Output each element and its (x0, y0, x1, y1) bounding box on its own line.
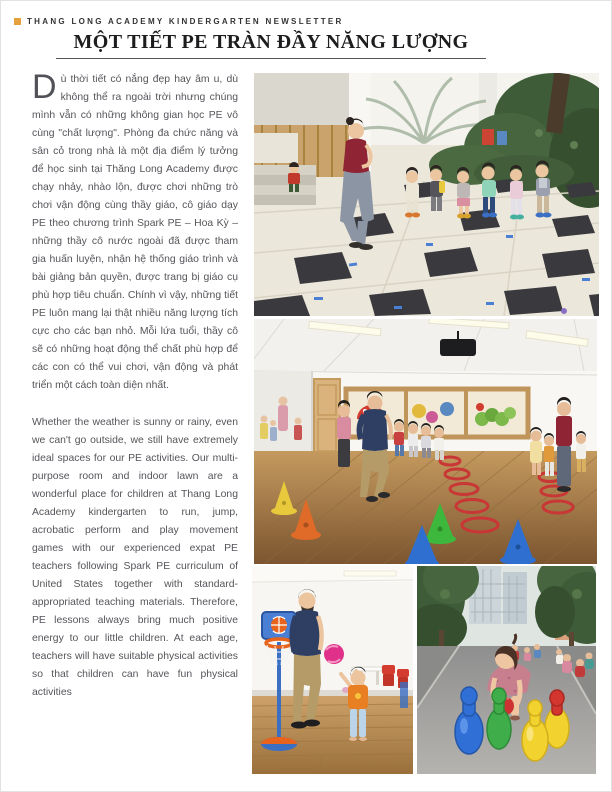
orange-square-icon (14, 18, 21, 25)
page-title: MỘT TIẾT PE TRÀN ĐẦY NĂNG LƯỢNG (73, 31, 469, 53)
photo-gym (254, 319, 597, 564)
bowling-illustration (417, 566, 596, 774)
basketball-illustration (252, 566, 413, 774)
kicker-label: THANG LONG ACADEMY KINDERGARTEN NEWSLETTER (27, 17, 344, 26)
paragraph-english: Whether the weather is sunny or rainy, even we can't go outside, we still have extremely ideal spaces for our PE activities. Our multi-purpose room and indoor lawn are a wonderful place for children at Thang Long Academy kindergarten to run, jump, acrobatic perform and play movement games with our experienced expat PE teachers following Spark PE curriculum of United States together with standard-appropriated teaching materials. Therefore, PE lessons always bring much positive energy to our little children. At each age, teachers will have suitable physical activities so that children can have fun physical activities (32, 417, 238, 698)
vietnamese-text: ù thời tiết có nắng đẹp hay âm u, dù không thể ra ngoài trời nhưng chúng mình vẫn có những không gian học PE vô cùng "chất lượng". Phòng đa chức năng và sân cỏ trong nhà là một địa điểm lý tưởng để học sinh tại Thăng Long Academy được chạy nhảy, nhào lộn, được chơi những trò chơi vận động cùng thầy giáo, cô giáo dạy PE theo chương trình Spark PE – Hoa Kỳ – những thầy cô nước ngoài đã được tham gia huấn luyện, nhận hệ thống giáo trình và bài giảng bản quyền, được trang bị giáo cụ phù hợp tiêu chuẩn. Chính vì vậy, những tiết PE luôn mang lại thật nhiều năng lượng tích cực cho các bạn nhỏ. Mỗi lứa tuổi, thầy cô sẽ có những hoạt động thể chất phù hợp để các con có thể vui chơi, vận động và phát triển một cách toàn diện nhất. (32, 74, 238, 391)
courtyard-illustration (254, 73, 599, 316)
paragraph-vietnamese (32, 68, 238, 395)
photo-bowling (417, 566, 596, 774)
article-copy (32, 68, 238, 702)
gym-illustration (254, 319, 597, 564)
kicker (14, 17, 344, 26)
dropcap: D (32, 68, 57, 106)
photo-basketball (252, 566, 413, 774)
title-rule (56, 58, 486, 59)
photo-courtyard (254, 73, 599, 316)
